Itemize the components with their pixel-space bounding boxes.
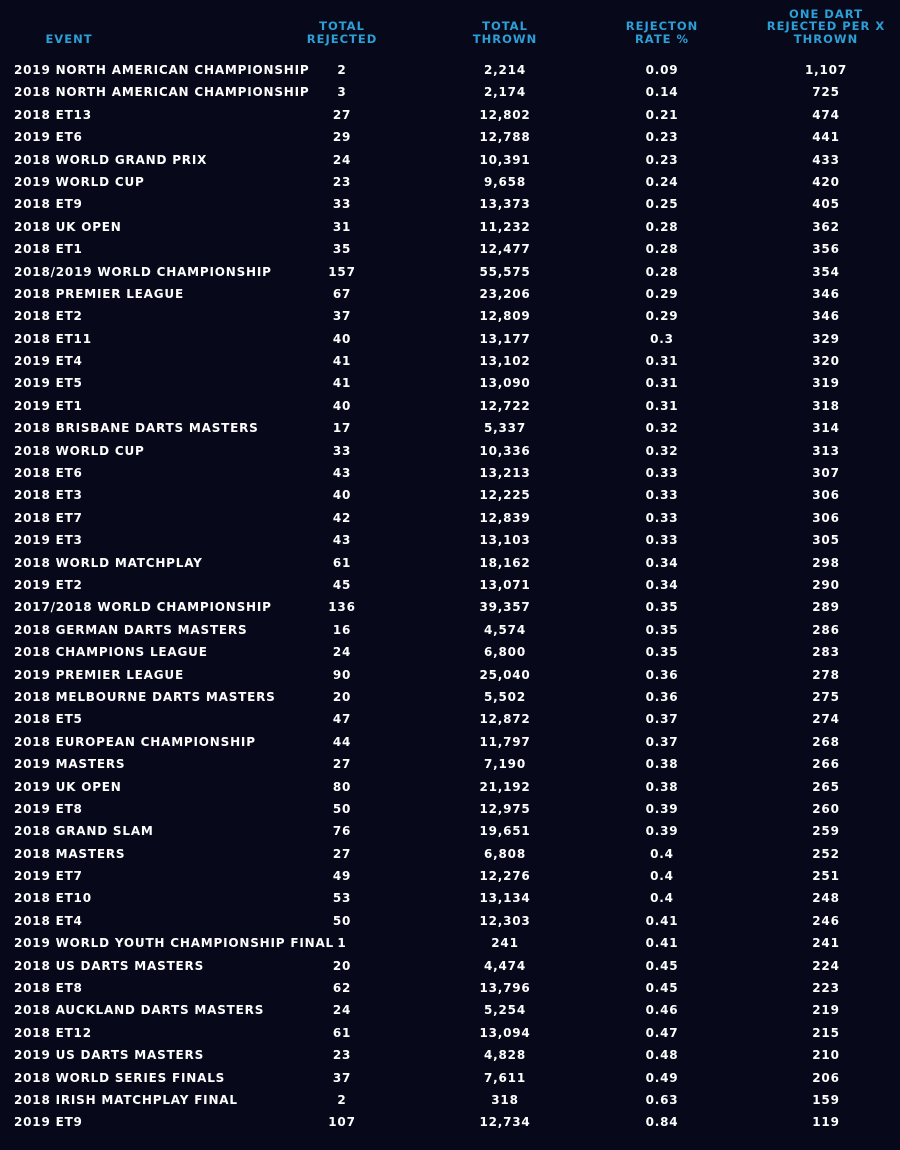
cell-rejection-rate: 0.36 (645, 689, 679, 704)
cell-total-rejected: 42 (332, 510, 352, 525)
cell-total-rejected: 40 (332, 331, 352, 346)
cell-event: 2018 NORTH AMERICAN CHAMPIONSHIP (14, 85, 310, 100)
cell-event: 2019 NORTH AMERICAN CHAMPIONSHIP (14, 63, 310, 77)
table-row (0, 776, 900, 798)
table-row (0, 59, 900, 81)
cell-total-rejected: 3 (337, 85, 347, 100)
cell-event: 2019 ET8 (14, 801, 83, 816)
cell-total-rejected: 2 (337, 1092, 347, 1107)
cell-total-thrown: 12,477 (479, 242, 531, 257)
cell-rejection-rate: 0.23 (645, 152, 679, 167)
cell-rejection-rate: 0.21 (645, 107, 679, 122)
header-one-dart-per-x: ONE DART REJECTED PER X THROWN (766, 6, 886, 46)
table-row (0, 216, 900, 238)
cell-total-rejected: 40 (332, 488, 352, 503)
cell-one-dart-per-x: 441 (812, 130, 840, 145)
cell-event: 2018 ET2 (14, 309, 83, 324)
table-row (0, 417, 900, 439)
cell-total-thrown: 12,734 (479, 1115, 531, 1130)
cell-total-thrown: 13,094 (479, 1025, 531, 1040)
cell-total-thrown: 12,839 (479, 510, 531, 525)
table-row (0, 865, 900, 887)
cell-total-rejected: 33 (332, 443, 352, 458)
table-row (0, 686, 900, 708)
cell-one-dart-per-x: 278 (812, 667, 840, 682)
cell-rejection-rate: 0.4 (650, 869, 674, 884)
cell-total-thrown: 12,788 (479, 130, 531, 145)
cell-total-rejected: 20 (332, 689, 352, 704)
cell-one-dart-per-x: 725 (812, 85, 840, 100)
table-row (0, 1067, 900, 1089)
cell-rejection-rate: 0.48 (645, 1048, 679, 1063)
cell-total-thrown: 4,574 (484, 622, 526, 637)
cell-rejection-rate: 0.63 (645, 1092, 679, 1107)
cell-total-thrown: 11,232 (479, 219, 531, 234)
cell-one-dart-per-x: 329 (812, 331, 840, 346)
table-row (0, 798, 900, 820)
table-row (0, 910, 900, 932)
cell-one-dart-per-x: 248 (812, 891, 840, 906)
cell-rejection-rate: 0.3 (650, 331, 674, 346)
cell-one-dart-per-x: 313 (812, 443, 840, 458)
cell-event: 2019 PREMIER LEAGUE (14, 667, 184, 682)
cell-event: 2018 US DARTS MASTERS (14, 958, 205, 973)
cell-rejection-rate: 0.35 (645, 622, 679, 637)
cell-rejection-rate: 0.49 (645, 1070, 679, 1085)
cell-rejection-rate: 0.37 (645, 712, 679, 727)
cell-event: 2019 WORLD YOUTH CHAMPIONSHIP FINAL (14, 936, 334, 951)
cell-total-rejected: 24 (332, 1003, 352, 1018)
cell-rejection-rate: 0.39 (645, 824, 679, 839)
cell-one-dart-per-x: 306 (812, 510, 840, 525)
table-row (0, 1022, 900, 1044)
cell-rejection-rate: 0.37 (645, 734, 679, 749)
cell-event: 2019 UK OPEN (14, 779, 122, 794)
cell-event: 2018 AUCKLAND DARTS MASTERS (14, 1003, 265, 1018)
cell-rejection-rate: 0.29 (645, 309, 679, 324)
table-row (0, 552, 900, 574)
table-row (0, 171, 900, 193)
cell-total-rejected: 24 (332, 645, 352, 660)
cell-one-dart-per-x: 265 (812, 779, 840, 794)
cell-total-thrown: 12,809 (479, 309, 531, 324)
table-body (0, 59, 900, 1134)
cell-total-thrown: 241 (491, 936, 519, 951)
cell-event: 2018 UK OPEN (14, 219, 122, 234)
cell-total-rejected: 50 (332, 801, 352, 816)
cell-total-rejected: 47 (332, 712, 352, 727)
cell-total-thrown: 13,134 (479, 891, 531, 906)
table-row (0, 104, 900, 126)
cell-total-rejected: 90 (332, 667, 352, 682)
cell-one-dart-per-x: 289 (812, 600, 840, 615)
table-row (0, 999, 900, 1021)
cell-one-dart-per-x: 290 (812, 577, 840, 592)
table-header (0, 0, 900, 50)
cell-one-dart-per-x: 474 (812, 107, 840, 122)
cell-total-rejected: 76 (332, 824, 352, 839)
cell-one-dart-per-x: 320 (812, 354, 840, 369)
cell-event: 2019 ET4 (14, 354, 83, 369)
cell-event: 2018 WORLD CUP (14, 443, 145, 458)
cell-event: 2018 ET10 (14, 891, 92, 906)
cell-total-thrown: 6,808 (484, 846, 526, 861)
cell-event: 2019 WORLD CUP (14, 174, 145, 189)
table-row (0, 283, 900, 305)
cell-event: 2018 IRISH MATCHPLAY FINAL (14, 1092, 238, 1107)
cell-event: 2019 ET1 (14, 398, 83, 413)
cell-rejection-rate: 0.41 (645, 936, 679, 951)
cell-event: 2018 MASTERS (14, 846, 126, 861)
cell-total-rejected: 136 (328, 600, 356, 615)
cell-total-rejected: 29 (332, 130, 352, 145)
cell-total-thrown: 5,337 (484, 421, 526, 436)
header-rejection-rate: REJECTON RATE % (625, 19, 699, 46)
cell-event: 2017/2018 WORLD CHAMPIONSHIP (14, 600, 272, 615)
cell-event: 2018 ET4 (14, 913, 83, 928)
cell-event: 2018 ET9 (14, 197, 83, 212)
header-event: EVENT (45, 31, 93, 46)
cell-total-rejected: 20 (332, 958, 352, 973)
cell-event: 2018 MELBOURNE DARTS MASTERS (14, 689, 276, 704)
cell-total-rejected: 107 (328, 1115, 356, 1130)
cell-total-rejected: 41 (332, 376, 352, 391)
cell-one-dart-per-x: 251 (812, 869, 840, 884)
cell-event: 2019 ET3 (14, 533, 83, 548)
cell-total-thrown: 13,373 (479, 197, 531, 212)
cell-total-thrown: 12,872 (479, 712, 531, 727)
cell-event: 2018 CHAMPIONS LEAGUE (14, 645, 208, 660)
table-row (0, 462, 900, 484)
cell-rejection-rate: 0.33 (645, 533, 679, 548)
cell-event: 2018 GRAND SLAM (14, 824, 154, 839)
cell-one-dart-per-x: 119 (812, 1115, 840, 1130)
cell-total-rejected: 31 (332, 219, 352, 234)
table-row (0, 955, 900, 977)
cell-one-dart-per-x: 275 (812, 689, 840, 704)
table-row (0, 843, 900, 865)
cell-event: 2018 ET6 (14, 466, 83, 481)
cell-one-dart-per-x: 346 (812, 286, 840, 301)
cell-total-thrown: 13,102 (479, 354, 531, 369)
cell-total-rejected: 37 (332, 309, 352, 324)
table-row (0, 641, 900, 663)
table-row (0, 596, 900, 618)
table-row (0, 126, 900, 148)
cell-rejection-rate: 0.41 (645, 913, 679, 928)
cell-rejection-rate: 0.38 (645, 779, 679, 794)
cell-total-thrown: 2,214 (484, 63, 526, 77)
cell-rejection-rate: 0.31 (645, 354, 679, 369)
cell-event: 2018 ET11 (14, 331, 92, 346)
cell-rejection-rate: 0.34 (645, 577, 679, 592)
cell-total-thrown: 2,174 (484, 85, 526, 100)
table-row (0, 820, 900, 842)
cell-one-dart-per-x: 260 (812, 801, 840, 816)
cell-total-thrown: 13,103 (479, 533, 531, 548)
table-row (0, 507, 900, 529)
table-row (0, 619, 900, 641)
table-row (0, 708, 900, 730)
table-row (0, 261, 900, 283)
cell-total-rejected: 62 (332, 981, 352, 996)
cell-total-rejected: 23 (332, 174, 352, 189)
cell-total-rejected: 43 (332, 466, 352, 481)
cell-one-dart-per-x: 314 (812, 421, 840, 436)
cell-event: 2018 BRISBANE DARTS MASTERS (14, 421, 259, 436)
cell-total-thrown: 12,975 (479, 801, 531, 816)
cell-event: 2018 ET8 (14, 981, 83, 996)
cell-one-dart-per-x: 433 (812, 152, 840, 167)
cell-event: 2018 ET7 (14, 510, 83, 525)
cell-rejection-rate: 0.32 (645, 443, 679, 458)
cell-rejection-rate: 0.28 (645, 264, 679, 279)
cell-event: 2018 PREMIER LEAGUE (14, 286, 184, 301)
cell-total-rejected: 80 (332, 779, 352, 794)
cell-one-dart-per-x: 268 (812, 734, 840, 749)
table-row (0, 753, 900, 775)
cell-rejection-rate: 0.14 (645, 85, 679, 100)
cell-one-dart-per-x: 266 (812, 757, 840, 772)
cell-one-dart-per-x: 206 (812, 1070, 840, 1085)
cell-total-rejected: 41 (332, 354, 352, 369)
cell-one-dart-per-x: 215 (812, 1025, 840, 1040)
cell-event: 2018 ET1 (14, 242, 83, 257)
cell-rejection-rate: 0.45 (645, 958, 679, 973)
cell-event: 2018/2019 WORLD CHAMPIONSHIP (14, 264, 272, 279)
cell-one-dart-per-x: 252 (812, 846, 840, 861)
table-row (0, 932, 900, 954)
cell-event: 2019 ET5 (14, 376, 83, 391)
cell-one-dart-per-x: 306 (812, 488, 840, 503)
cell-one-dart-per-x: 159 (812, 1092, 840, 1107)
cell-rejection-rate: 0.31 (645, 398, 679, 413)
cell-total-rejected: 37 (332, 1070, 352, 1085)
cell-total-thrown: 7,611 (484, 1070, 526, 1085)
table-row (0, 149, 900, 171)
cell-rejection-rate: 0.35 (645, 600, 679, 615)
cell-total-rejected: 53 (332, 891, 352, 906)
cell-total-thrown: 12,303 (479, 913, 531, 928)
cell-one-dart-per-x: 346 (812, 309, 840, 324)
cell-rejection-rate: 0.28 (645, 219, 679, 234)
header-total-rejected: TOTAL REJECTED (306, 19, 378, 46)
cell-total-thrown: 12,225 (479, 488, 531, 503)
cell-rejection-rate: 0.33 (645, 510, 679, 525)
cell-one-dart-per-x: 286 (812, 622, 840, 637)
cell-total-rejected: 50 (332, 913, 352, 928)
cell-total-rejected: 35 (332, 242, 352, 257)
cell-event: 2018 WORLD GRAND PRIX (14, 152, 208, 167)
cell-total-thrown: 9,658 (484, 174, 526, 189)
table-row (0, 328, 900, 350)
cell-event: 2018 ET12 (14, 1025, 92, 1040)
cell-rejection-rate: 0.39 (645, 801, 679, 816)
header-total-thrown: TOTAL THROWN (472, 19, 538, 46)
cell-total-rejected: 27 (332, 107, 352, 122)
cell-rejection-rate: 0.09 (645, 63, 679, 77)
cell-one-dart-per-x: 318 (812, 398, 840, 413)
cell-total-rejected: 17 (332, 421, 352, 436)
table-row (0, 238, 900, 260)
cell-event: 2019 ET2 (14, 577, 83, 592)
cell-total-thrown: 5,502 (484, 689, 526, 704)
cell-total-thrown: 13,177 (479, 331, 531, 346)
cell-event: 2018 ET5 (14, 712, 83, 727)
cell-event: 2018 ET13 (14, 107, 92, 122)
cell-one-dart-per-x: 405 (812, 197, 840, 212)
cell-total-rejected: 24 (332, 152, 352, 167)
cell-rejection-rate: 0.38 (645, 757, 679, 772)
cell-event: 2018 WORLD MATCHPLAY (14, 555, 203, 570)
cell-rejection-rate: 0.36 (645, 667, 679, 682)
cell-event: 2019 US DARTS MASTERS (14, 1048, 205, 1063)
cell-one-dart-per-x: 259 (812, 824, 840, 839)
cell-rejection-rate: 0.23 (645, 130, 679, 145)
cell-rejection-rate: 0.33 (645, 466, 679, 481)
cell-one-dart-per-x: 274 (812, 712, 840, 727)
cell-rejection-rate: 0.32 (645, 421, 679, 436)
cell-total-thrown: 39,357 (479, 600, 531, 615)
cell-total-thrown: 5,254 (484, 1003, 526, 1018)
cell-total-rejected: 61 (332, 555, 352, 570)
table-row (0, 887, 900, 909)
cell-rejection-rate: 0.46 (645, 1003, 679, 1018)
cell-total-thrown: 23,206 (479, 286, 531, 301)
cell-one-dart-per-x: 298 (812, 555, 840, 570)
cell-total-thrown: 13,071 (479, 577, 531, 592)
cell-one-dart-per-x: 305 (812, 533, 840, 548)
cell-one-dart-per-x: 246 (812, 913, 840, 928)
cell-rejection-rate: 0.47 (645, 1025, 679, 1040)
cell-event: 2018 GERMAN DARTS MASTERS (14, 622, 248, 637)
cell-one-dart-per-x: 223 (812, 981, 840, 996)
cell-event: 2019 ET9 (14, 1115, 83, 1130)
cell-total-thrown: 4,474 (484, 958, 526, 973)
cell-total-thrown: 19,651 (479, 824, 531, 839)
cell-rejection-rate: 0.28 (645, 242, 679, 257)
table-row (0, 350, 900, 372)
cell-event: 2019 ET7 (14, 869, 83, 884)
cell-total-rejected: 40 (332, 398, 352, 413)
cell-one-dart-per-x: 241 (812, 936, 840, 951)
cell-total-thrown: 12,802 (479, 107, 531, 122)
cell-one-dart-per-x: 283 (812, 645, 840, 660)
cell-total-thrown: 10,391 (479, 152, 531, 167)
cell-rejection-rate: 0.34 (645, 555, 679, 570)
cell-total-rejected: 44 (332, 734, 352, 749)
cell-one-dart-per-x: 1,107 (805, 63, 847, 77)
cell-total-rejected: 1 (337, 936, 347, 951)
cell-rejection-rate: 0.29 (645, 286, 679, 301)
cell-total-rejected: 157 (328, 264, 356, 279)
cell-rejection-rate: 0.4 (650, 891, 674, 906)
cell-rejection-rate: 0.45 (645, 981, 679, 996)
cell-total-rejected: 67 (332, 286, 352, 301)
cell-total-rejected: 27 (332, 757, 352, 772)
cell-total-rejected: 45 (332, 577, 352, 592)
cell-one-dart-per-x: 307 (812, 466, 840, 481)
cell-total-thrown: 18,162 (479, 555, 531, 570)
cell-rejection-rate: 0.4 (650, 846, 674, 861)
cell-rejection-rate: 0.84 (645, 1115, 679, 1130)
cell-rejection-rate: 0.25 (645, 197, 679, 212)
cell-total-thrown: 13,090 (479, 376, 531, 391)
cell-total-thrown: 318 (491, 1092, 519, 1107)
cell-one-dart-per-x: 362 (812, 219, 840, 234)
table-row (0, 305, 900, 327)
cell-event: 2018 WORLD SERIES FINALS (14, 1070, 226, 1085)
cell-total-rejected: 33 (332, 197, 352, 212)
cell-total-rejected: 23 (332, 1048, 352, 1063)
cell-total-rejected: 16 (332, 622, 352, 637)
table-row (0, 574, 900, 596)
cell-total-thrown: 21,192 (479, 779, 531, 794)
table-row (0, 1089, 900, 1111)
cell-one-dart-per-x: 219 (812, 1003, 840, 1018)
cell-total-rejected: 43 (332, 533, 352, 548)
cell-total-thrown: 11,797 (479, 734, 531, 749)
cell-total-rejected: 61 (332, 1025, 352, 1040)
table-row (0, 395, 900, 417)
table-row (0, 484, 900, 506)
cell-total-thrown: 6,800 (484, 645, 526, 660)
cell-total-rejected: 27 (332, 846, 352, 861)
table-row (0, 1111, 900, 1133)
table-row (0, 529, 900, 551)
cell-total-thrown: 25,040 (479, 667, 531, 682)
cell-total-thrown: 13,796 (479, 981, 531, 996)
cell-total-thrown: 4,828 (484, 1048, 526, 1063)
cell-total-rejected: 49 (332, 869, 352, 884)
table-row (0, 977, 900, 999)
cell-one-dart-per-x: 420 (812, 174, 840, 189)
table-row (0, 193, 900, 215)
cell-rejection-rate: 0.35 (645, 645, 679, 660)
cell-total-thrown: 7,190 (484, 757, 526, 772)
table-row (0, 440, 900, 462)
cell-total-thrown: 12,722 (479, 398, 531, 413)
table-row (0, 81, 900, 103)
cell-one-dart-per-x: 224 (812, 958, 840, 973)
cell-total-thrown: 55,575 (479, 264, 531, 279)
cell-total-rejected: 2 (337, 63, 347, 77)
cell-one-dart-per-x: 210 (812, 1048, 840, 1063)
cell-rejection-rate: 0.24 (645, 174, 679, 189)
table-row (0, 664, 900, 686)
cell-rejection-rate: 0.31 (645, 376, 679, 391)
cell-one-dart-per-x: 356 (812, 242, 840, 257)
cell-event: 2019 MASTERS (14, 757, 126, 772)
cell-one-dart-per-x: 354 (812, 264, 840, 279)
cell-total-thrown: 10,336 (479, 443, 531, 458)
cell-event: 2018 ET3 (14, 488, 83, 503)
table-row (0, 1044, 900, 1066)
cell-total-thrown: 13,213 (479, 466, 531, 481)
cell-event: 2019 ET6 (14, 130, 83, 145)
cell-rejection-rate: 0.33 (645, 488, 679, 503)
cell-total-thrown: 12,276 (479, 869, 531, 884)
cell-one-dart-per-x: 319 (812, 376, 840, 391)
cell-event: 2018 EUROPEAN CHAMPIONSHIP (14, 734, 256, 749)
table-row (0, 731, 900, 753)
table-row (0, 372, 900, 394)
